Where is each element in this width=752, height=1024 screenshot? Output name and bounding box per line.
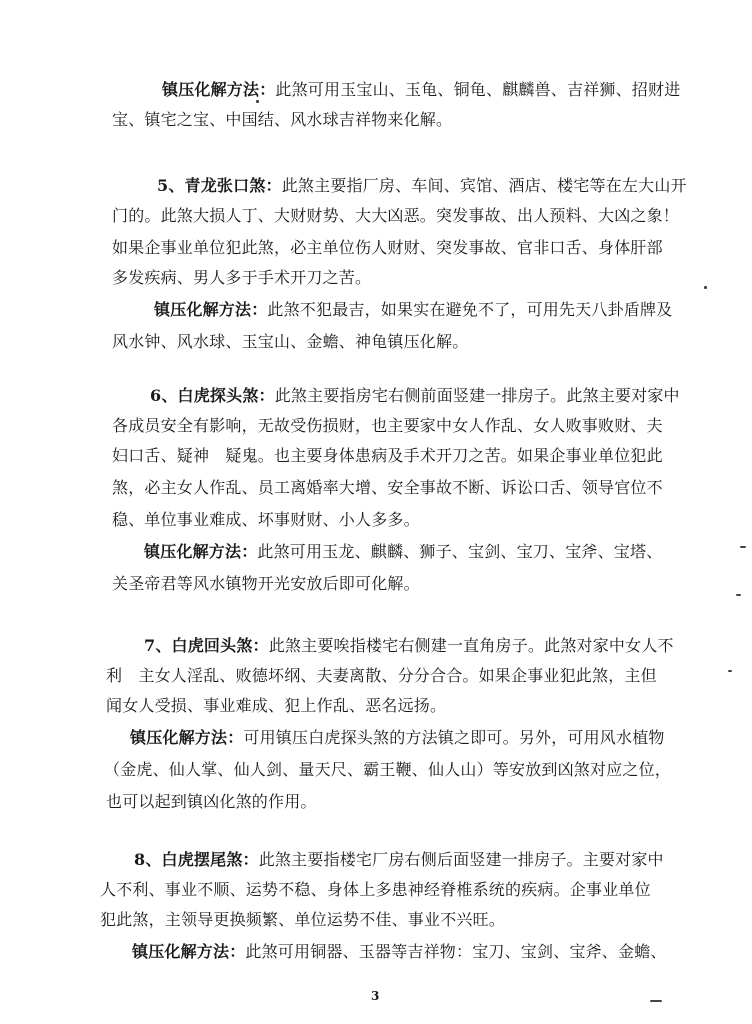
line-text: 此煞主要指楼宅厂房右侧后面竖建一排房子。主要对家中 <box>258 850 664 869</box>
heading-label: 7、白虎回头煞： <box>144 636 269 655</box>
line-text: 多发疾病、男人多于手术开刀之苦。 <box>112 268 372 287</box>
line-text: 稳、单位事业难成、坏事财财、小人多多。 <box>112 510 420 529</box>
scan-speck <box>256 100 259 103</box>
text-line <box>154 300 672 320</box>
method-label: 镇压化解方法： <box>132 942 246 961</box>
text-line <box>112 332 468 352</box>
line-text: 此煞可用玉宝山、玉龟、铜龟、麒麟兽、吉祥狮、招财进 <box>275 80 681 99</box>
line-text: 可用镇压白虎探头煞的方法镇之即可。另外，可用风水植物 <box>243 728 665 747</box>
line-text: 也可以起到镇凶化煞的作用。 <box>106 792 317 811</box>
heading-label: 6、白虎探头煞： <box>150 386 275 405</box>
text-line <box>112 268 371 288</box>
line-text: 宝、镇宅之宝、中国结、风水球吉祥物来化解。 <box>112 110 453 129</box>
line-text: 煞，必主女人作乱、员工离婚率大增、安全事故不断、诉讼口舌、领导官位不 <box>112 478 663 497</box>
heading-label: 5、青龙张口煞： <box>157 176 282 195</box>
text-line <box>162 80 680 100</box>
line-text: 此煞可用玉龙、麒麟、狮子、宝剑、宝刀、宝斧、宝塔、 <box>257 542 663 561</box>
text-line <box>104 760 671 780</box>
scan-speck <box>704 286 707 289</box>
line-text: 此煞主要唉指楼宅右侧建一直角房子。此煞对家中女人不 <box>268 636 674 655</box>
line-text: 门的。此煞大损人丁、大财财势、大大凶恶。突发事故、出人预料、大凶之象！ <box>112 206 680 225</box>
text-line <box>106 696 446 716</box>
line-text: 如果企事业单位犯此煞，必主单位伤人财财、突发事故、官非口舌、身体肝部 <box>112 238 663 257</box>
line-text: 各成员安全有影响，无故受伤损财，也主要家中女人作乱、女人败事败财、夫 <box>112 416 663 435</box>
page-number: 3 <box>371 989 380 1003</box>
line-text: 此煞不犯最吉，如果实在避免不了，可用先天八卦盾牌及 <box>267 300 673 319</box>
line-text: 此煞可用铜器、玉器等吉祥物：宝刀、宝剑、宝斧、金蟾、 <box>245 942 667 961</box>
line-text: 此煞主要指房宅右侧前面竖建一排房子。此煞主要对家中 <box>274 386 680 405</box>
heading-label: 8、白虎摆尾煞： <box>134 850 259 869</box>
text-line <box>112 510 420 530</box>
text-line <box>112 574 420 594</box>
text-line <box>106 666 657 686</box>
text-line <box>144 542 662 562</box>
text-line <box>150 386 680 406</box>
text-line <box>112 110 452 130</box>
text-line <box>106 792 317 812</box>
text-line <box>157 176 687 196</box>
text-line <box>112 416 663 436</box>
line-text: 犯此煞，主领导更换频繁、单位运势不佳、事业不兴旺。 <box>100 910 506 929</box>
text-line <box>112 446 663 466</box>
text-line <box>100 910 505 930</box>
method-label: 镇压化解方法： <box>162 80 276 99</box>
method-label: 镇压化解方法： <box>154 300 268 319</box>
scan-speck <box>740 546 746 548</box>
scan-speck <box>650 1000 662 1002</box>
text-line <box>112 478 663 498</box>
line-text: 人不利、事业不顺、运势不稳、身体上多患神经脊椎系统的疾病。企事业单位 <box>100 880 651 899</box>
line-text: 风水钟、风水球、玉宝山、金蟾、神龟镇压化解。 <box>112 332 469 351</box>
line-text: （金虎、仙人掌、仙人剑、量天尺、霸王鞭、仙人山）等安放到凶煞对应之位， <box>104 760 672 779</box>
line-text: 关圣帝君等风水镇物开光安放后即可化解。 <box>112 574 420 593</box>
text-line <box>112 206 679 226</box>
text-line <box>144 636 674 656</box>
scan-speck <box>728 670 732 672</box>
line-text: 此煞主要指厂房、车间、宾馆、酒店、楼宅等在左大山开 <box>281 176 687 195</box>
line-text: 闻女人受损、事业难成、犯上作乱、恶名远扬。 <box>106 696 447 715</box>
text-line <box>130 728 665 748</box>
text-line <box>132 942 667 962</box>
scan-speck <box>736 594 741 596</box>
line-text: 妇口舌、疑神 疑鬼。也主要身体患病及手术开刀之苦。如果企事业单位犯此 <box>112 446 663 465</box>
text-line <box>100 880 651 900</box>
method-label: 镇压化解方法： <box>130 728 244 747</box>
text-line <box>112 238 663 258</box>
text-line <box>134 850 664 870</box>
method-label: 镇压化解方法： <box>144 542 258 561</box>
line-text: 利 主女人淫乱、败德坏纲、夫妻离散、分分合合。如果企事业犯此煞，主但 <box>106 666 657 685</box>
